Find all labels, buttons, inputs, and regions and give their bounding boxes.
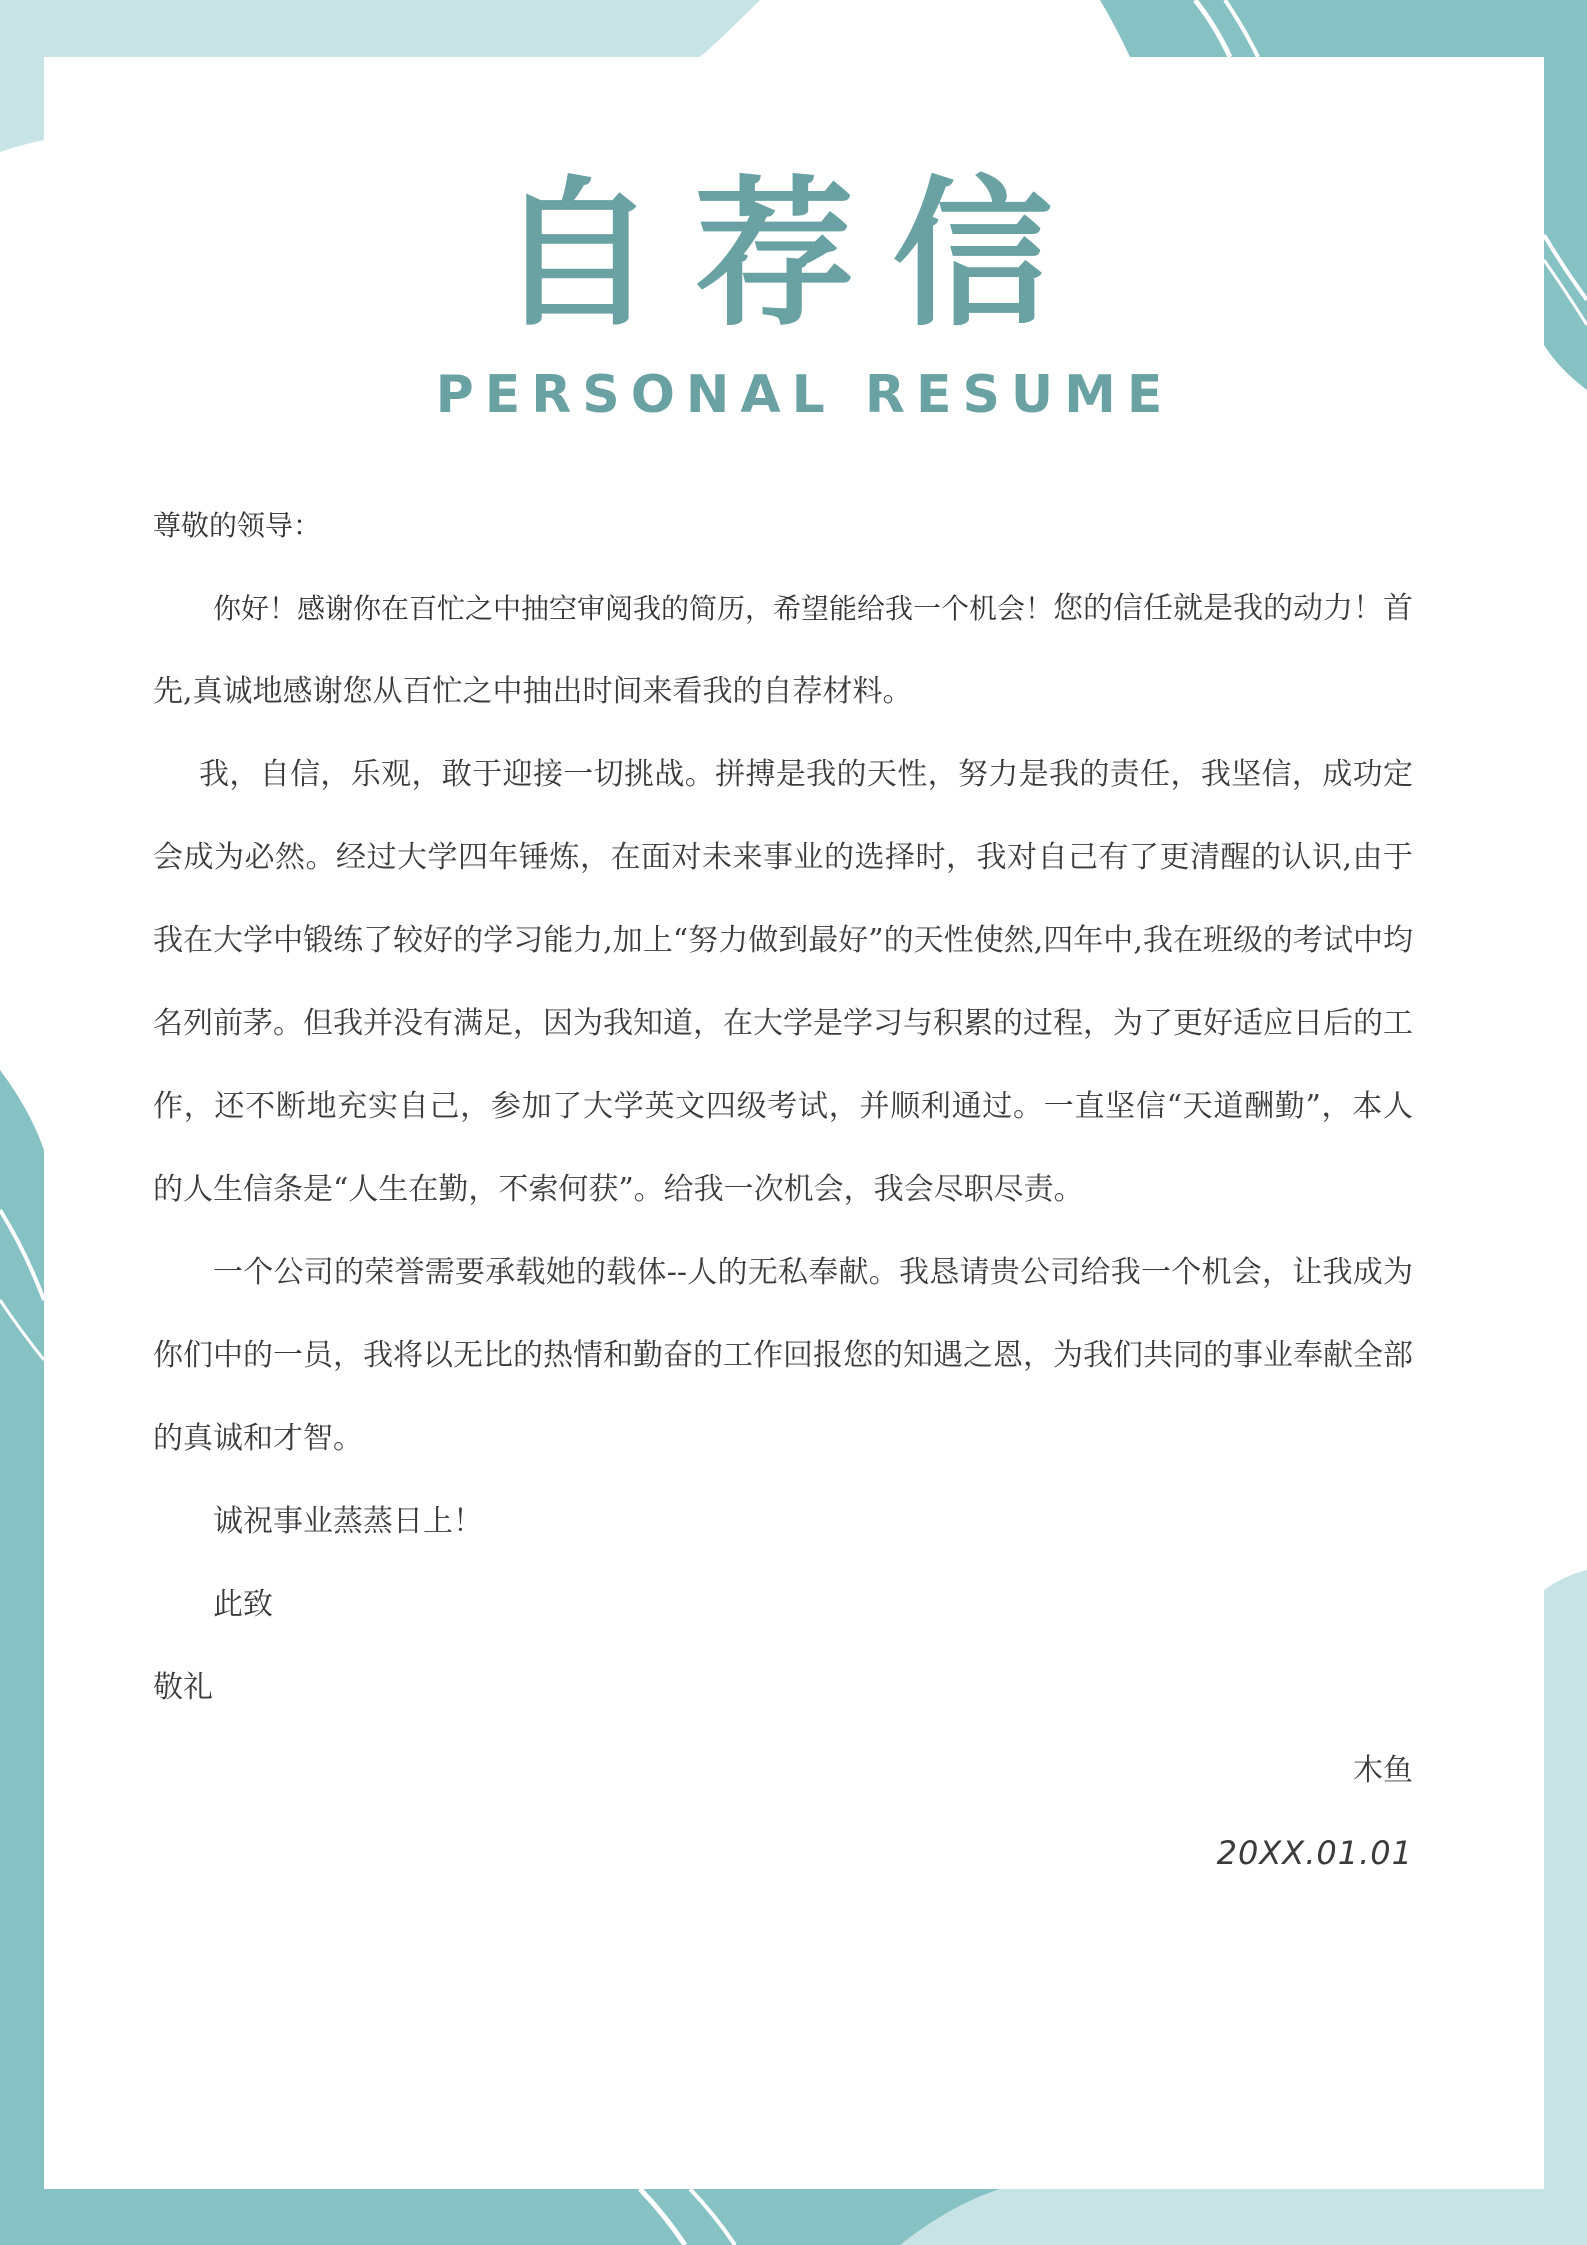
paragraph-self-intro: 我，自信，乐观，敢于迎接一切挑战。拼搏是我的天性，努力是我的责任，我坚信，成功定会成为必然。经过大学四年锤炼，在面对未来事业的选择时，我对自己有了更清醒的认识,由于我在大学中锻练了较好的学习能力,加上“努力做到最好”的天性使然,四年中,我在班级的考试中均名列前茅。但我并没有满足，因为我知道，在大学是学习与积累的过程，为了更好适应日后的工作，还不断地充实自己，参加了大学英文四级考试，并顺利通过。一直坚信“天道酬勤”，本人的人生信条是“人生在勤，不索何获”。给我一次机会，我会尽职尽责。 — [153, 757, 1413, 1207]
paragraph-request: 一个公司的荣誉需要承载她的载体--人的无私奉献。我恳请贵公司给我一个机会，让我成为你们中的一员，我将以无比的热情和勤奋的工作回报您的知遇之恩，为我们共同的事业奉献全部的真诚和才智。 — [153, 1255, 1413, 1456]
wish-line: 诚祝事业蒸蒸日上！ — [213, 1504, 483, 1539]
page-subtitle: PERSONAL RESUME — [435, 365, 1174, 425]
greeting-continuation: 您的信任就是我的动力！首先,真诚地感谢您从百忙之中抽出时间来看我的自荐材料。 — [153, 591, 1414, 709]
letter-date: 20XX.01.01 — [1216, 1834, 1413, 1872]
paragraph-greeting — [153, 567, 1413, 733]
signature: 木鱼 — [1353, 1753, 1413, 1788]
greeting-text: 你好！感谢你在百忙之中抽空审阅我的简历，希望能给我一个机会！ — [213, 592, 1054, 625]
salutation: 尊敬的领导： — [153, 509, 322, 542]
page-title: 自荐信 — [496, 161, 1091, 348]
closing-line-2: 敬礼 — [153, 1670, 213, 1705]
letter-body — [153, 484, 1413, 1895]
closing-line-1: 此致 — [213, 1587, 273, 1622]
